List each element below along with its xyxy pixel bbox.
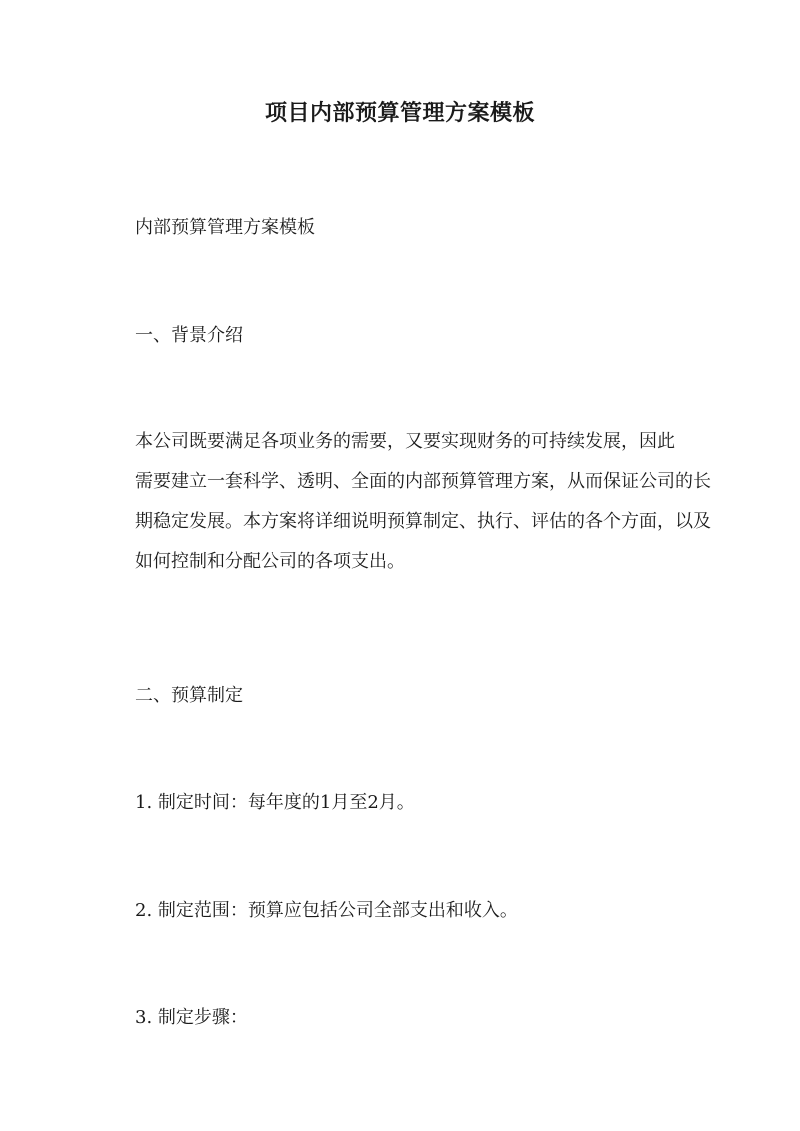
document-subtitle: 内部预算管理方案模板 [135, 217, 315, 238]
background-paragraph [135, 422, 711, 582]
section-heading-background: 一、背景介绍 [135, 325, 243, 346]
section-heading-budget: 二、预算制定 [135, 685, 243, 706]
paragraph-line: 如何控制和分配公司的各项支出。 [135, 551, 405, 572]
paragraph-line: 期稳定发展。本方案将详细说明预算制定、执行、评估的各个方面，以及 [135, 511, 711, 532]
paragraph-line: 本公司既要满足各项业务的需要，又要实现财务的可持续发展，因此 [135, 431, 675, 452]
list-item-scope: 2. 制定范围：预算应包括公司全部支出和收入。 [135, 900, 518, 921]
paragraph-line: 需要建立一套科学、透明、全面的内部预算管理方案，从而保证公司的长 [135, 471, 711, 492]
list-item-steps: 3. 制定步骤： [135, 1007, 248, 1028]
list-item-time: 1. 制定时间：每年度的1月至2月。 [135, 792, 415, 813]
document-title: 项目内部预算管理方案模板 [264, 100, 535, 126]
